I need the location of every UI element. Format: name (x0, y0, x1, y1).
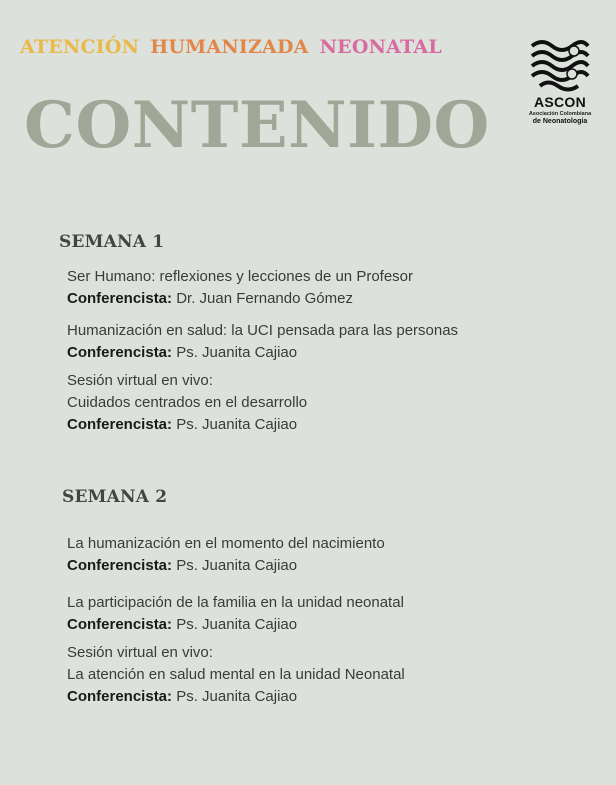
session-title: La humanización en el momento del nacimiento (67, 535, 385, 552)
session-2-3 (67, 642, 405, 708)
logo-subtitle: Asociación Colombiana (528, 111, 592, 117)
session-title: Sesión virtual en vivo: (67, 372, 213, 389)
speaker-name: Ps. Juanita Cajiao (176, 344, 298, 361)
logo-subtitle-2: de Neonatología (532, 118, 588, 125)
session-2-1 (67, 533, 385, 577)
speaker-label: Conferencista: (67, 416, 173, 433)
speaker-name: Ps. Juanita Cajiao (176, 416, 298, 433)
session-1-1 (67, 266, 413, 310)
speaker-label: Conferencista: (67, 290, 173, 307)
speaker-name: Ps. Juanita Cajiao (176, 688, 298, 705)
session-2-2 (67, 592, 404, 636)
tagline-word-3: NEONATAL (319, 36, 442, 58)
speaker-label: Conferencista: (67, 616, 173, 633)
session-title: Humanización en salud: la UCI pensada para las personas (67, 322, 459, 339)
speaker-label: Conferencista: (67, 688, 173, 705)
session-speaker (67, 614, 404, 636)
session-title-2: La atención en salud mental en la unidad Neonatal (67, 666, 405, 683)
speaker-name: Dr. Juan Fernando Gómez (176, 290, 353, 307)
tagline-word-1: ATENCIÓN (20, 36, 140, 58)
session-title: Ser Humano: reflexiones y lecciones de un Profesor (67, 268, 414, 285)
speaker-label: Conferencista: (67, 557, 173, 574)
week-1-title: SEMANA 1 (59, 232, 165, 252)
tagline (20, 36, 453, 58)
tagline-word-2: HUMANIZADA (150, 36, 309, 58)
speaker-name: Ps. Juanita Cajiao (176, 557, 298, 574)
logo-name: ASCON (533, 94, 587, 110)
session-speaker (67, 288, 413, 310)
ascon-logo-icon (528, 36, 592, 94)
speaker-name: Ps. Juanita Cajiao (176, 616, 298, 633)
week-2-title: SEMANA 2 (62, 487, 168, 507)
session-speaker (67, 414, 307, 436)
ascon-logo (528, 36, 592, 132)
session-1-2 (67, 320, 458, 364)
page-title: CONTENIDO (24, 88, 490, 163)
session-title: Sesión virtual en vivo: (67, 644, 213, 661)
session-speaker (67, 686, 405, 708)
session-title-2: Cuidados centrados en el desarrollo (67, 394, 308, 411)
session-speaker (67, 555, 385, 577)
speaker-label: Conferencista: (67, 344, 173, 361)
session-title: La participación de la familia en la unidad neonatal (67, 594, 404, 611)
session-1-3 (67, 370, 307, 436)
session-speaker (67, 342, 458, 364)
